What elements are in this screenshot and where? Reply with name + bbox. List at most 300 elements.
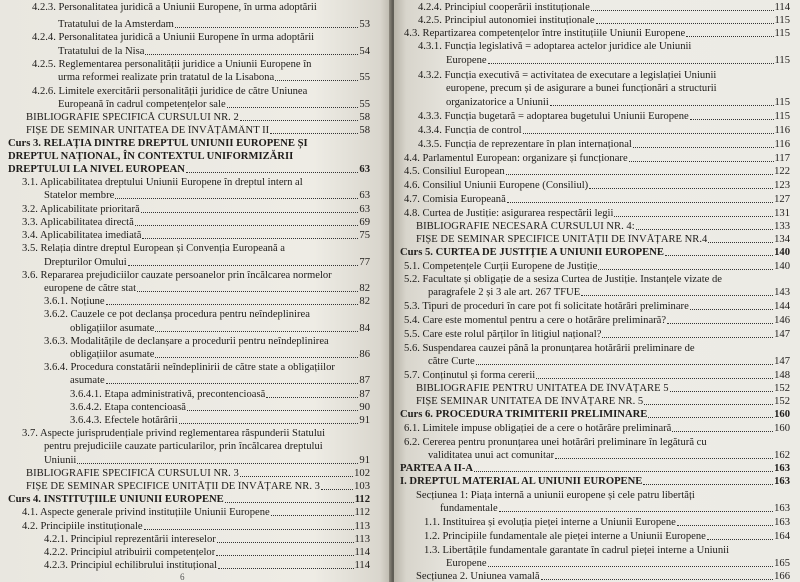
toc-page-number: 82 <box>359 296 370 307</box>
toc-entry <box>400 476 790 488</box>
toc-entry-title: europene, precum și de asigurare a bunei funcționări a structurii <box>446 83 717 94</box>
toc-entry-title: 1.1. Instituirea și evoluția pieței interne a Uniunii Europene <box>424 517 676 528</box>
toc-page-number: 140 <box>774 247 790 258</box>
toc-entry-title: Europeană în cadrul competențelor sale <box>58 99 226 110</box>
dot-leader <box>271 515 354 516</box>
toc-entry <box>416 383 790 395</box>
toc-entry-title: Secțiunea 2. Uniunea vamală <box>416 571 540 582</box>
toc-entry <box>70 402 370 414</box>
toc-entry-title: BIBLIOGRAFIE SPECIFICĂ CURSULUI NR. 2 <box>26 112 239 123</box>
toc-page-number: 55 <box>359 99 370 110</box>
toc-page-number: 114 <box>774 2 790 13</box>
toc-entry-title: 3.2. Aplicabilitate prioritară <box>22 204 140 215</box>
toc-entry-title: 4.3.4. Funcția de control <box>418 125 522 136</box>
toc-entry <box>58 19 370 31</box>
dot-leader <box>155 357 358 358</box>
dot-leader <box>507 202 773 203</box>
toc-page-number: 133 <box>774 221 790 232</box>
toc-page-number: 55 <box>359 72 370 83</box>
toc-entry-title: către Curte <box>428 356 475 367</box>
toc-entry-title: 4.7. Comisia Europeană <box>404 194 506 205</box>
dot-leader <box>677 525 773 526</box>
toc-entry-title: organizatorice a Uniunii <box>446 97 549 108</box>
toc-entry <box>8 138 308 150</box>
toc-page-number: 87 <box>359 389 370 400</box>
toc-page-number: 117 <box>774 153 790 164</box>
right-page <box>394 0 800 582</box>
toc-page-number: 63 <box>359 164 370 175</box>
dot-leader <box>596 23 774 24</box>
toc-entry <box>58 46 370 58</box>
dot-leader <box>488 566 774 567</box>
toc-entry-title: 4.2.3. Principiul echilibrului instituțional <box>44 560 218 571</box>
toc-entry-title: DREPTUL NAȚIONAL, ÎN CONTEXTUL UNIFORMIZĂRII <box>8 151 294 162</box>
toc-entry-title: FIȘE DE SEMINAR UNITATEA DE ÎNVĂȚĂMÂNT II <box>26 125 270 136</box>
toc-entry-title: 4.3.3. Funcția bugetară = adoptarea bugetului Uniunii Europene <box>418 111 689 122</box>
toc-entry-title: BIBLIOGRAFIE PENTRU UNITATEA DE ÎNVĂȚARE 5 <box>416 383 669 394</box>
dot-leader <box>648 417 773 418</box>
toc-entry <box>418 2 790 14</box>
toc-page-number: 163 <box>774 517 790 528</box>
toc-page-number: 122 <box>774 166 790 177</box>
dot-leader <box>550 105 774 106</box>
dot-leader <box>141 212 359 213</box>
dot-leader <box>77 463 358 464</box>
dot-leader <box>145 54 358 55</box>
toc-entry-title: 5.3. Tipuri de proceduri în care pot fi solicitate hotărâri preliminare <box>404 301 689 312</box>
toc-page-number: 147 <box>774 356 790 367</box>
toc-entry-title: 3.6.2. Cauzele ce pot declanșa procedura pentru neîndeplinirea <box>44 309 310 320</box>
toc-entry <box>70 415 370 427</box>
toc-page-number: 112 <box>354 494 370 505</box>
toc-page-number: 114 <box>354 560 370 571</box>
toc-page-number: 143 <box>774 287 790 298</box>
toc-page-number: 63 <box>359 190 370 201</box>
dot-leader <box>216 555 353 556</box>
toc-page-number: 134 <box>774 234 790 245</box>
toc-entry <box>428 287 790 299</box>
dot-leader <box>135 225 359 226</box>
toc-entry-title: 4.2.2. Principiul atribuirii competențelor <box>44 547 216 558</box>
dot-leader <box>672 431 773 432</box>
toc-page-number: 115 <box>774 97 790 108</box>
toc-entry <box>44 309 310 321</box>
toc-page-number: 87 <box>359 375 370 386</box>
toc-entry <box>400 463 790 475</box>
toc-page-number: 113 <box>354 521 370 532</box>
toc-page-number: 164 <box>774 531 790 542</box>
toc-entry <box>26 481 370 493</box>
toc-entry <box>404 329 790 341</box>
dot-leader <box>708 242 773 243</box>
toc-entry-title: fundamentale <box>440 503 498 514</box>
dot-leader <box>106 304 359 305</box>
toc-entry <box>424 517 790 529</box>
dot-leader <box>602 337 773 338</box>
dot-leader <box>690 119 774 120</box>
page-number: 6 <box>180 572 185 582</box>
toc-page-number: 91 <box>359 455 370 466</box>
toc-entry-title: FIȘE DE SEMINAR SPECIFICE UNITĂȚII DE ÎNVĂȚARE NR. 3 <box>26 481 320 492</box>
toc-page-number: 53 <box>359 19 370 30</box>
dot-leader <box>589 188 773 189</box>
toc-entry <box>404 301 790 313</box>
dot-leader <box>506 174 773 175</box>
toc-entry <box>404 315 790 327</box>
toc-entry <box>418 15 790 27</box>
toc-entry-title: 4.4. Parlamentul European: organizare și funcționare <box>404 153 628 164</box>
toc-entry-title: 3.6.3. Modalitățile de declanșare a procedurii pentru neîndeplinirea <box>44 336 329 347</box>
toc-page-number: 163 <box>774 476 790 487</box>
toc-entry <box>8 151 293 163</box>
toc-entry-title: 3.4. Aplicabilitatea imediată <box>22 230 142 241</box>
toc-entry <box>418 125 790 137</box>
dot-leader <box>614 216 773 217</box>
toc-entry-title: FIȘE DE SEMINAR SPECIFICE UNITĂȚII DE ÎNVĂȚARE NR.4 <box>416 234 708 245</box>
toc-entry-title: BIBLIOGRAFIE NECESARĂ CURSULUI NR. 4: <box>416 221 635 232</box>
toc-entry <box>428 450 790 462</box>
toc-entry <box>428 356 790 368</box>
toc-entry-title: asumate <box>70 375 105 386</box>
toc-entry-title: obligațiilor asumate <box>70 323 155 334</box>
dot-leader <box>137 291 358 292</box>
toc-entry-title: urma reformei realizate prin tratatul de la Lisabona <box>58 72 275 83</box>
dot-leader <box>227 107 359 108</box>
toc-entry <box>446 558 790 570</box>
toc-entry-title: Tratatului de la Nisa <box>58 46 145 57</box>
toc-entry-title: 4.3.1. Funcția legislativă = adoptarea actelor juridice ale Uniunii <box>418 41 692 52</box>
toc-entry <box>44 283 370 295</box>
toc-entry-title: 4.2.1. Principiul reprezentării intereselor <box>44 534 216 545</box>
toc-entry-title: 5.7. Conținutul și forma cererii <box>404 370 536 381</box>
toc-entry-title: pentru prejudiciile cauzate particularilor, prin încălcarea dreptului <box>44 441 323 452</box>
toc-entry <box>70 349 370 361</box>
dot-leader <box>665 255 773 256</box>
dot-leader <box>690 309 773 310</box>
toc-entry-title: Secțiunea 1: Piața internă a uniunii europene și cele patru libertăți <box>416 490 695 501</box>
toc-entry-title: 1.2. Principiile fundamentale ale pieței interne a Uniunii Europene <box>424 531 706 542</box>
toc-entry <box>424 531 790 543</box>
toc-entry <box>8 164 370 176</box>
toc-page-number: 115 <box>774 15 790 26</box>
toc-page-number: 115 <box>774 55 790 66</box>
toc-entry-title: 4.2.6. Limitele exercitării personalității juridice de către Uniunea <box>32 86 308 97</box>
dot-leader <box>474 471 773 472</box>
toc-entry-title: 3.6.4.1. Etapa administrativă, precontencioasă <box>70 389 266 400</box>
toc-entry <box>404 343 695 355</box>
toc-entry <box>404 166 790 178</box>
toc-entry-title: Curs 3. RELAȚIA DINTRE DREPTUL UNIUNII EUROPENE ȘI <box>8 138 308 149</box>
toc-entry-title: Curs 5. CURTEA DE JUSTIȚIE A UNIUNII EUROPENE <box>400 247 664 258</box>
toc-entry-title: 4.2.4. Personalitatea juridică a Uniunii Europene în urma adoptării <box>32 32 315 43</box>
toc-entry <box>32 2 317 14</box>
toc-entry <box>404 437 707 449</box>
toc-page-number: 54 <box>359 46 370 57</box>
toc-page-number: 82 <box>359 283 370 294</box>
toc-entry <box>418 111 790 123</box>
dot-leader <box>186 172 359 173</box>
toc-entry-title: Curs 6. PROCEDURA TRIMITERII PRELIMINARE <box>400 409 648 420</box>
toc-entry <box>44 257 370 269</box>
toc-entry-title: 5.4. Care este momentul pentru a cere o hotărâre preliminară? <box>404 315 667 326</box>
toc-entry <box>404 423 790 435</box>
toc-entry-title: Uniunii <box>44 455 77 466</box>
dot-leader <box>240 476 353 477</box>
toc-entry <box>32 86 307 98</box>
toc-entry <box>58 72 370 84</box>
toc-entry <box>416 571 790 582</box>
toc-page-number: 152 <box>774 396 790 407</box>
toc-page-number: 163 <box>774 503 790 514</box>
toc-entry-title: 4.2.4. Principiul cooperării instituționale <box>418 2 590 13</box>
toc-entry-title: Curs 4. INSTITUȚIILE UNIUNII EUROPENE <box>8 494 224 505</box>
toc-page-number: 115 <box>774 28 790 39</box>
toc-entry <box>418 70 716 82</box>
toc-entry-title: FIȘE SEMINAR UNITATEA DE ÎNVĂȚARE NR. 5 <box>416 396 644 407</box>
toc-entry <box>446 83 717 95</box>
toc-entry <box>44 362 335 374</box>
toc-entry-title: 3.1. Aplicabilitatea dreptului Uniunii Europene în dreptul intern al <box>22 177 303 188</box>
toc-entry-title: BIBLIOGRAFIE SPECIFICĂ CURSULUI NR. 3 <box>26 468 239 479</box>
toc-entry <box>44 441 323 453</box>
toc-entry-title: 5.2. Facultate și obligație de a sesiza Curtea de Justiție. Instanțele vizate de <box>404 274 722 285</box>
toc-page-number: 58 <box>359 125 370 136</box>
toc-entry-title: 3.7. Aspecte jurisprudențiale privind reglementarea răspunderii Statului <box>22 428 326 439</box>
toc-entry <box>446 55 790 67</box>
toc-entry-title: Drepturilor Omului <box>44 257 127 268</box>
dot-leader <box>144 529 354 530</box>
toc-page-number: 160 <box>774 423 790 434</box>
toc-entry <box>446 97 790 109</box>
toc-entry-title: paragrafele 2 și 3 ale art. 267 TFUE <box>428 287 581 298</box>
toc-page-number: 152 <box>774 383 790 394</box>
dot-leader <box>275 80 358 81</box>
toc-entry <box>404 274 722 286</box>
toc-page-number: 146 <box>774 315 790 326</box>
dot-leader <box>598 269 773 270</box>
dot-leader <box>225 502 354 503</box>
toc-entry <box>44 190 370 202</box>
toc-page-number: 84 <box>359 323 370 334</box>
dot-leader <box>266 397 358 398</box>
toc-page-number: 163 <box>774 463 790 474</box>
toc-entry-title: 4.2. Principiile instituționale <box>22 521 143 532</box>
toc-page-number: 140 <box>774 261 790 272</box>
toc-entry-title: Statelor membre <box>44 190 115 201</box>
toc-entry-title: 5.6. Suspendarea cauzei până la pronunțarea hotărârii preliminare de <box>404 343 695 354</box>
toc-entry <box>404 208 790 220</box>
toc-page-number: 115 <box>774 111 790 122</box>
toc-entry <box>44 560 370 572</box>
dot-leader <box>321 489 353 490</box>
toc-entry-title: DREPTULUI LA NIVEL EUROPEAN <box>8 164 185 175</box>
toc-page-number: 123 <box>774 180 790 191</box>
dot-leader <box>106 383 359 384</box>
left-page <box>0 0 392 582</box>
toc-entry-title: validitatea unui act comunitar <box>428 450 555 461</box>
toc-page-number: 112 <box>354 507 370 518</box>
dot-leader <box>187 410 359 411</box>
toc-entry <box>32 32 314 44</box>
dot-leader <box>591 10 774 11</box>
toc-entry <box>22 270 332 282</box>
toc-page-number: 86 <box>359 349 370 360</box>
toc-entry <box>22 507 370 519</box>
dot-leader <box>142 238 358 239</box>
toc-entry-title: 4.1. Aspecte generale privind instituțiile Uniunii Europene <box>22 507 270 518</box>
toc-entry <box>424 545 729 557</box>
toc-entry <box>416 396 790 408</box>
toc-entry <box>22 521 370 533</box>
toc-entry-title: 6.2. Cererea pentru pronunțarea unei hotărâri preliminare în legătură cu <box>404 437 707 448</box>
toc-entry <box>26 125 370 137</box>
toc-entry <box>404 261 790 273</box>
toc-page-number: 160 <box>774 409 790 420</box>
toc-entry-title: 3.6.4. Procedura constatării neîndeplinirii de către state a obligațiilor <box>44 362 335 373</box>
dot-leader <box>155 331 358 332</box>
toc-page-number: 166 <box>774 571 790 582</box>
toc-entry <box>22 243 285 255</box>
dot-leader <box>670 391 774 392</box>
toc-page-number: 103 <box>354 481 370 492</box>
toc-page-number: 131 <box>774 208 790 219</box>
toc-entry <box>404 194 790 206</box>
dot-leader <box>541 579 774 580</box>
dot-leader <box>523 133 774 134</box>
toc-entry <box>404 153 790 165</box>
dot-leader <box>218 568 353 569</box>
toc-entry <box>44 296 370 308</box>
dot-leader <box>499 511 773 512</box>
toc-page-number: 58 <box>359 112 370 123</box>
toc-page-number: 102 <box>354 468 370 479</box>
toc-page-number: 69 <box>359 217 370 228</box>
toc-entry <box>70 323 370 335</box>
dot-leader <box>488 63 774 64</box>
toc-entry-title: Europene <box>446 55 487 66</box>
toc-entry <box>416 221 790 233</box>
toc-entry <box>404 28 790 40</box>
toc-entry <box>44 547 370 559</box>
toc-entry <box>22 177 303 189</box>
toc-entry-title: 4.3.5. Funcția de reprezentare în plan internațional <box>418 139 632 150</box>
toc-entry <box>416 490 695 502</box>
toc-entry <box>22 204 370 216</box>
toc-entry-title: 3.5. Relația dintre dreptul European și Convenția Europeană a <box>22 243 285 254</box>
toc-entry-title: 4.3. Repartizarea competențelor între instituțiile Uniunii Europene <box>404 28 686 39</box>
toc-entry <box>440 503 790 515</box>
toc-page-number: 147 <box>774 329 790 340</box>
dot-leader <box>240 120 359 121</box>
dot-leader <box>643 484 773 485</box>
toc-entry-title: 4.6. Consiliul Uniunii Europene (Consiliul) <box>404 180 589 191</box>
toc-entry-title: 3.6.1. Noțiune <box>44 296 105 307</box>
toc-entry-title: 5.1. Competențele Curții Europene de Justiție <box>404 261 598 272</box>
toc-entry-title: obligațiilor asumate <box>70 349 155 360</box>
toc-page-number: 165 <box>774 558 790 569</box>
toc-page-number: 77 <box>359 257 370 268</box>
dot-leader <box>175 27 359 28</box>
toc-entry <box>418 139 790 151</box>
toc-page-number: 162 <box>774 450 790 461</box>
toc-entry-title: 3.6. Repararea prejudiciilor cauzate persoanelor prin încălcarea normelor <box>22 270 332 281</box>
dot-leader <box>636 229 773 230</box>
toc-entry <box>404 370 790 382</box>
toc-entry-title: 3.6.4.3. Efectele hotărârii <box>70 415 178 426</box>
dot-leader <box>667 323 773 324</box>
toc-page-number: 127 <box>774 194 790 205</box>
toc-entry <box>22 428 325 440</box>
toc-page-number: 144 <box>774 301 790 312</box>
toc-entry <box>22 230 370 242</box>
dot-leader <box>476 364 773 365</box>
toc-entry <box>418 41 691 53</box>
dot-leader <box>536 378 773 379</box>
toc-entry-title: 4.2.5. Principiul autonomiei instituționale <box>418 15 595 26</box>
dot-leader <box>270 133 358 134</box>
toc-entry <box>404 180 790 192</box>
toc-page-number: 116 <box>774 139 790 150</box>
toc-entry <box>58 99 370 111</box>
toc-entry-title: 4.2.3. Personalitatea juridică a Uniunii Europene, în urma adoptării <box>32 2 317 13</box>
toc-entry-title: I. DREPTUL MATERIAL AL UNIUNII EUROPENE <box>400 476 643 487</box>
toc-entry-title: 5.5. Care este rolul părților în litigiul național? <box>404 329 602 340</box>
dot-leader <box>217 542 354 543</box>
toc-entry <box>26 468 370 480</box>
toc-page-number: 75 <box>359 230 370 241</box>
toc-entry-title: 4.8. Curtea de Justiție: asigurarea respectării legii <box>404 208 614 219</box>
dot-leader <box>707 539 773 540</box>
toc-entry-title: Tratatului de la Amsterdam <box>58 19 174 30</box>
toc-entry <box>32 59 311 71</box>
toc-entry <box>8 494 370 506</box>
toc-entry-title: 3.6.4.2. Etapa contencioasă <box>70 402 186 413</box>
toc-entry-title: europene de către stat <box>44 283 137 294</box>
toc-entry <box>70 375 370 387</box>
toc-entry-title: PARTEA A II-A <box>400 463 474 474</box>
toc-entry-title: Europene <box>446 558 487 569</box>
toc-entry <box>400 409 790 421</box>
dot-leader <box>686 36 773 37</box>
dot-leader <box>115 198 358 199</box>
toc-entry <box>44 455 370 467</box>
toc-page-number: 91 <box>359 415 370 426</box>
toc-entry-title: 6.1. Limitele impuse obligației de a cere o hotărâre preliminară <box>404 423 672 434</box>
dot-leader <box>633 147 774 148</box>
toc-page-number: 113 <box>354 534 370 545</box>
dot-leader <box>555 458 773 459</box>
toc-page-number: 148 <box>774 370 790 381</box>
toc-page-number: 90 <box>359 402 370 413</box>
toc-entry-title: 4.3.2. Funcția executivă = activitatea de executare a legislației Uniunii <box>418 70 717 81</box>
dot-leader <box>179 423 359 424</box>
toc-entry <box>26 112 370 124</box>
toc-entry <box>44 336 329 348</box>
toc-entry-title: 4.2.5. Reglementarea personalității juridice a Uniunii Europene în <box>32 59 312 70</box>
dot-leader <box>581 295 773 296</box>
dot-leader <box>128 265 359 266</box>
toc-entry-title: 3.3. Aplicabilitatea directă <box>22 217 134 228</box>
toc-page-number: 63 <box>359 204 370 215</box>
toc-entry <box>70 389 370 401</box>
toc-entry <box>44 534 370 546</box>
toc-entry <box>416 234 790 246</box>
toc-entry <box>22 217 370 229</box>
toc-entry-title: 1.3. Libertățile fundamentale garantate în cadrul pieței interne a Uniunii <box>424 545 730 556</box>
dot-leader <box>629 161 774 162</box>
toc-entry-title: 4.5. Consiliul European <box>404 166 505 177</box>
toc-page-number: 114 <box>354 547 370 558</box>
